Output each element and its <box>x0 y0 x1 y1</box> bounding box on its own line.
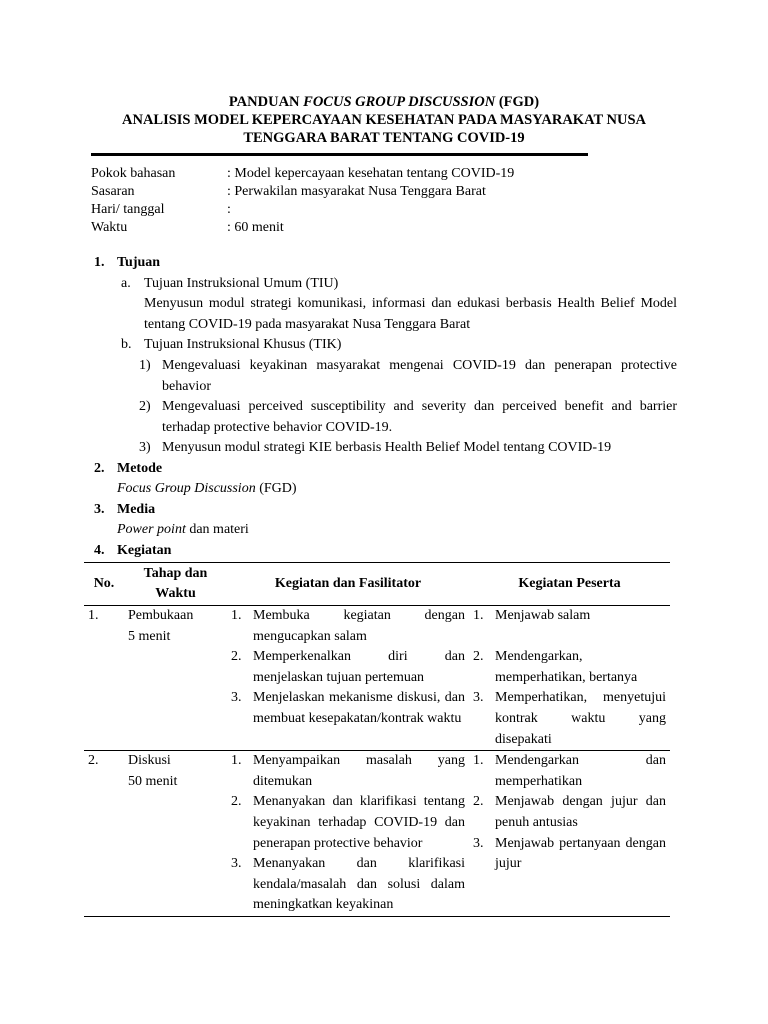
meta-value: : <box>227 202 231 217</box>
meta-label: Sasaran <box>91 184 135 199</box>
item-number: 1. <box>473 608 484 623</box>
table-row <box>84 751 670 917</box>
title-divider <box>91 153 588 156</box>
item-text: Menjawab pertanyaan dengan jujur <box>495 835 666 872</box>
media-italic: Power point <box>117 522 186 537</box>
document-title-line3: TENGGARA BARAT TENTANG COVID-19 <box>243 130 525 146</box>
list-item <box>231 606 465 647</box>
item-number: 3. <box>473 835 484 851</box>
item-text: Mendengarkan dan memperhatikan <box>495 753 666 789</box>
header-no: No. <box>93 576 115 591</box>
item-text: Menyampaikan masalah yang ditemukan <box>253 753 465 789</box>
section-heading-kegiatan: Kegiatan <box>117 543 172 558</box>
metode-italic: Focus Group Discussion <box>117 481 256 496</box>
tahap-name: Diskusi <box>128 753 171 769</box>
item-text: Menanyakan dan klarifikasi tentang keyakinan terhadap COVID-19 dan penerapan protective behavior <box>253 794 465 851</box>
section-number: 1. <box>94 255 105 270</box>
header-tahap <box>124 563 227 606</box>
header-peserta: Kegiatan Peserta <box>518 576 621 591</box>
table-header-row <box>84 563 670 606</box>
meta-value: : Perwakilan masyarakat Nusa Tenggara Barat <box>227 184 486 199</box>
item-text: Memperkenalkan diri dan menjelaskan tujuan pertemuan <box>253 649 465 685</box>
metode-rest: (FGD) <box>255 481 297 496</box>
section-number: 4. <box>94 543 105 558</box>
title-prefix: PANDUAN <box>228 94 304 110</box>
list-item <box>473 751 666 792</box>
item-number: 1. <box>231 753 242 769</box>
row-peserta <box>469 751 670 917</box>
list-item <box>231 751 465 792</box>
section-heading-media: Media <box>117 502 156 517</box>
tik-item: Mengevaluasi keyakinan masyarakat mengenai COVID-19 dan penerapan protective behavior <box>162 358 677 394</box>
section-heading-metode: Metode <box>117 461 163 476</box>
item-number: 1. <box>231 608 242 623</box>
title-italic: FOCUS GROUP DISCUSSION <box>303 94 496 110</box>
tahap-waktu: 5 menit <box>128 628 171 644</box>
title-suffix: (FGD) <box>495 94 540 110</box>
row-tahap <box>124 606 227 751</box>
media-rest: dan materi <box>185 522 249 537</box>
list-marker: 2) <box>139 399 151 414</box>
list-item <box>231 647 465 688</box>
list-item <box>231 854 465 916</box>
section-number: 2. <box>94 461 105 476</box>
list-item <box>473 834 666 875</box>
list-item <box>231 688 465 729</box>
item-number: 3. <box>231 856 242 872</box>
list-marker: 3) <box>139 440 151 455</box>
item-text: Menjawab salam <box>495 608 591 623</box>
list-item <box>473 647 666 688</box>
row-fasilitator <box>227 606 469 751</box>
document-title-line1 <box>84 94 684 112</box>
tiu-label: Tujuan Instruksional Umum (TIU) <box>144 276 339 291</box>
item-text: Mendengarkan, memperhatikan, bertanya <box>495 649 638 685</box>
row-no: 1. <box>88 608 99 623</box>
list-item <box>473 792 666 833</box>
item-text: Menjawab dengan jujur dan penuh antusias <box>495 794 666 830</box>
tik-item: Menyusun modul strategi KIE berbasis Health Belief Model tentang COVID-19 <box>162 440 612 455</box>
item-text: Menjelaskan mekanisme diskusi, dan membuat kesepakatan/kontrak waktu <box>253 690 465 726</box>
list-item <box>473 606 666 627</box>
tik-label: Tujuan Instruksional Khusus (TIK) <box>144 337 342 352</box>
tahap-name: Pembukaan <box>128 608 194 623</box>
table-row <box>84 606 670 751</box>
row-no: 2. <box>88 753 99 769</box>
row-fasilitator <box>227 751 469 917</box>
item-number: 3. <box>473 690 484 706</box>
list-item <box>473 688 666 750</box>
meta-label: Hari/ tanggal <box>91 202 165 217</box>
meta-value: : Model kepercayaan kesehatan tentang COVID-19 <box>227 166 515 181</box>
meta-value: : 60 menit <box>227 220 284 235</box>
metode-text <box>117 479 297 500</box>
list-marker: 1) <box>139 358 151 373</box>
kegiatan-table <box>84 562 670 917</box>
meta-label: Pokok bahasan <box>91 166 176 181</box>
row-tahap <box>124 751 227 917</box>
item-number: 2. <box>473 794 484 810</box>
header-tahap-line1: Tahap dan <box>143 566 208 581</box>
list-marker: b. <box>121 337 132 352</box>
document-title-line2: ANALISIS MODEL KEPERCAYAAN KESEHATAN PADA MASYARAKAT NUSA <box>122 112 646 128</box>
item-text: Memperhatikan, menyetujui kontrak waktu yang disepakati <box>495 690 666 747</box>
media-text <box>117 520 249 541</box>
item-number: 3. <box>231 690 242 706</box>
meta-label: Waktu <box>91 220 128 235</box>
item-number: 2. <box>473 649 484 665</box>
header-fasilitator: Kegiatan dan Fasilitator <box>274 576 422 591</box>
tik-item: Mengevaluasi perceived susceptibility and severity dan perceived benefit and barrier terhadap protective behavior COVID-19. <box>162 399 677 435</box>
row-peserta <box>469 606 670 751</box>
item-text: Membuka kegiatan dengan mengucapkan salam <box>253 608 465 644</box>
item-number: 1. <box>473 753 484 769</box>
section-heading-tujuan: Tujuan <box>117 255 161 270</box>
item-number: 2. <box>231 649 242 665</box>
header-tahap-line2: Waktu <box>155 586 196 601</box>
item-number: 2. <box>231 794 242 810</box>
section-number: 3. <box>94 502 105 517</box>
list-marker: a. <box>121 276 131 291</box>
tiu-text: Menyusun modul strategi komunikasi, informasi dan edukasi berbasis Health Belief Model tentang COVID-19 pada masyarakat Nusa Tenggara Barat <box>144 296 677 332</box>
item-text: Menanyakan dan klarifikasi kendala/masalah dan solusi dalam meningkatkan keyakinan <box>253 856 465 913</box>
list-item <box>231 792 465 854</box>
tahap-waktu: 50 menit <box>128 773 178 789</box>
